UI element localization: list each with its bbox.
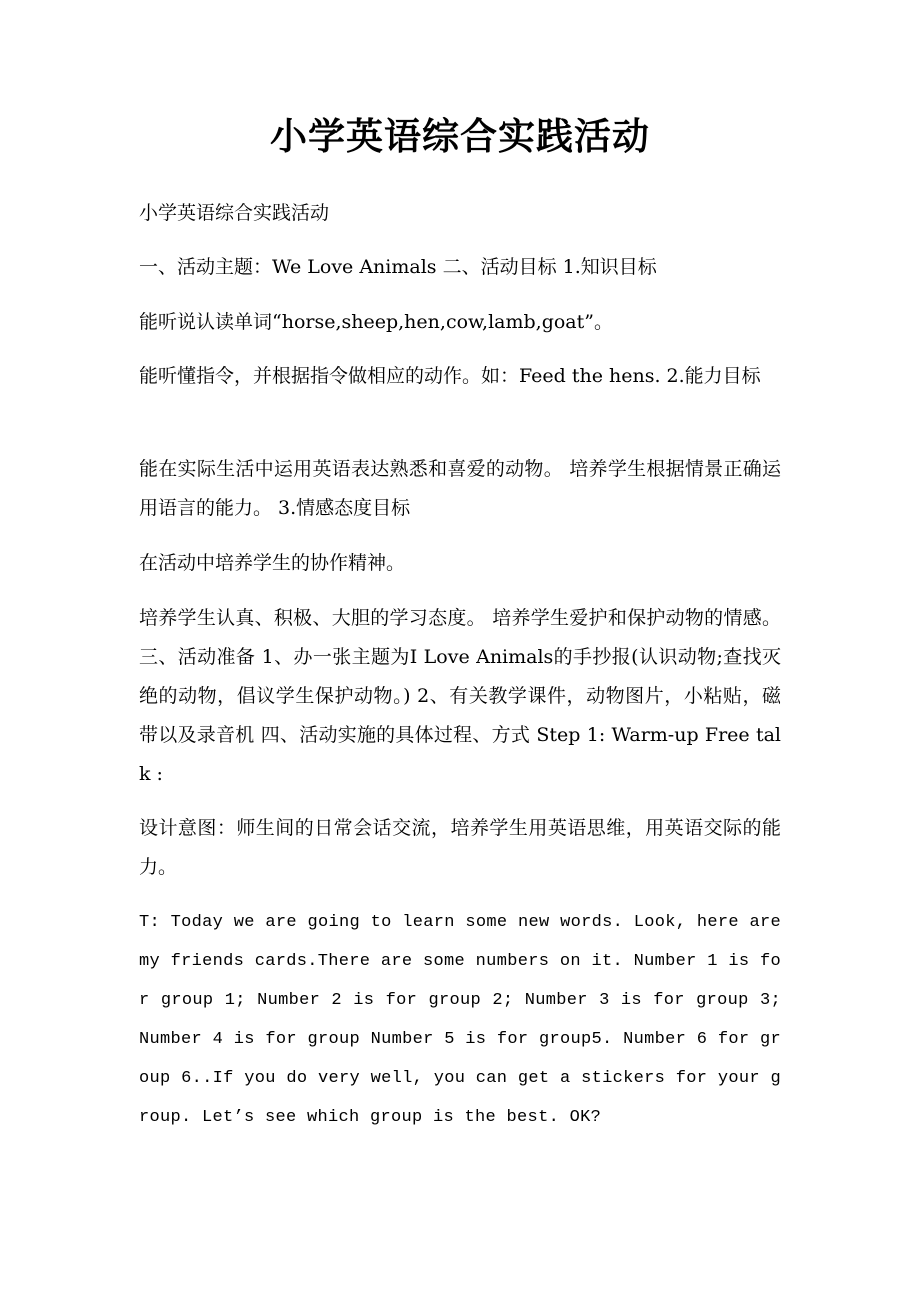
cooperation-paragraph: 在活动中培养学生的协作精神。 (139, 552, 406, 574)
design-intent-paragraph: 设计意图：师生间的日常会话交流，培养学生用英语思维，用英语交际的能力。 (139, 817, 781, 878)
document-title: 小学英语综合实践活动 (270, 114, 650, 158)
activity-theme-paragraph: 一、活动主题：We Love Animals 二、活动目标 1.知识目标 (139, 256, 657, 278)
instruction-paragraph: 能听懂指令，并根据指令做相应的动作。如：Feed the hens. 2.能力目标 (139, 365, 761, 387)
preparation-paragraph: 培养学生认真、积极、大胆的学习态度。 培养学生爱护和保护动物的情感。 三、活动准备 1、办一张主题为I Love Animals的手抄报(认识动物;查找灭绝的动物，倡议学生保护动物。) 2、有关教学课件，动物图片，小粘贴，磁带以及录音机 四、活动实施的具体过程、方式 Step 1: Warm-up Free talk : (139, 607, 781, 785)
subtitle-paragraph: 小学英语综合实践活动 (139, 202, 330, 224)
ability-paragraph: 能在实际生活中运用英语表达熟悉和喜爱的动物。 培养学生根据情景正确运用语言的能力。 3.情感态度目标 (139, 458, 781, 519)
teacher-dialogue-paragraph: T: Today we are going to learn some new words. Look, here are my friends cards.There are some numbers on it. Number 1 is for group 1; Number 2 is for group 2; Number 3 is for group 3; Number 4 is for group Number 5 is for group5. Number 6 for group 6..If you do very well, you can get a stickers for your group. Let’s see which group is the best. OK? (139, 913, 781, 1127)
vocabulary-paragraph: 能听说认读单词“horse,sheep,hen,cow,lamb,goat”。 (139, 311, 613, 333)
